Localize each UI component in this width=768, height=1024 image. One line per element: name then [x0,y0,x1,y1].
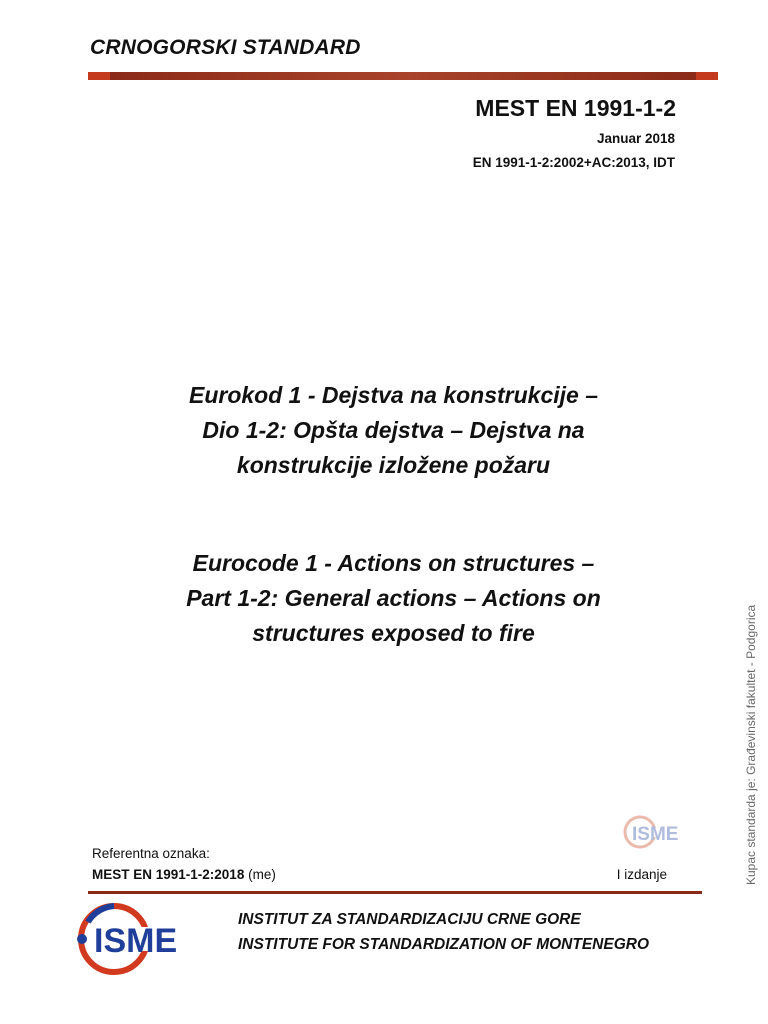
equivalence-note: EN 1991-1-2:2002+AC:2013, IDT [472,155,675,170]
document-category: CRNOGORSKI STANDARD [90,36,361,59]
title-me-line: Dio 1-2: Opšta dejstva – Dejstva na [202,417,585,443]
institute-name-me: INSTITUT ZA STANDARDIZACIJU CRNE GORE [238,911,581,928]
reference-code-value: MEST EN 1991-1-2:2018 [92,867,245,882]
svg-text:ISME: ISME [94,922,178,960]
title-en-line: structures exposed to fire [252,620,535,646]
title-en-line: Part 1-2: General actions – Actions on [186,585,601,611]
isme-small-logo-icon [622,814,696,850]
svg-text:ISME: ISME [632,824,679,845]
title-en-line: Eurocode 1 - Actions on structures – [192,550,595,576]
reference-label: Referentna oznaka: [92,846,210,861]
reference-language: (me) [248,867,276,882]
buyer-watermark: Kupac standarda je: Građevinski fakultet - Podgorica [744,604,758,885]
title-me-line: Eurokod 1 - Dejstva na konstrukcije – [188,382,599,408]
edition: I izdanje [616,867,667,882]
title-english [100,546,687,651]
institute-name-en: INSTITUTE FOR STANDARDIZATION OF MONTENEGRO [238,936,650,953]
title-me-line: konstrukcije izložene požaru [236,452,551,478]
footer-rule [88,891,702,894]
header-rule [88,72,718,80]
standard-number: MEST EN 1991-1-2 [475,95,676,121]
reference-code [92,867,276,882]
publication-date: Januar 2018 [596,131,675,146]
title-montenegrin [100,378,687,483]
isme-logo-icon [74,900,224,978]
